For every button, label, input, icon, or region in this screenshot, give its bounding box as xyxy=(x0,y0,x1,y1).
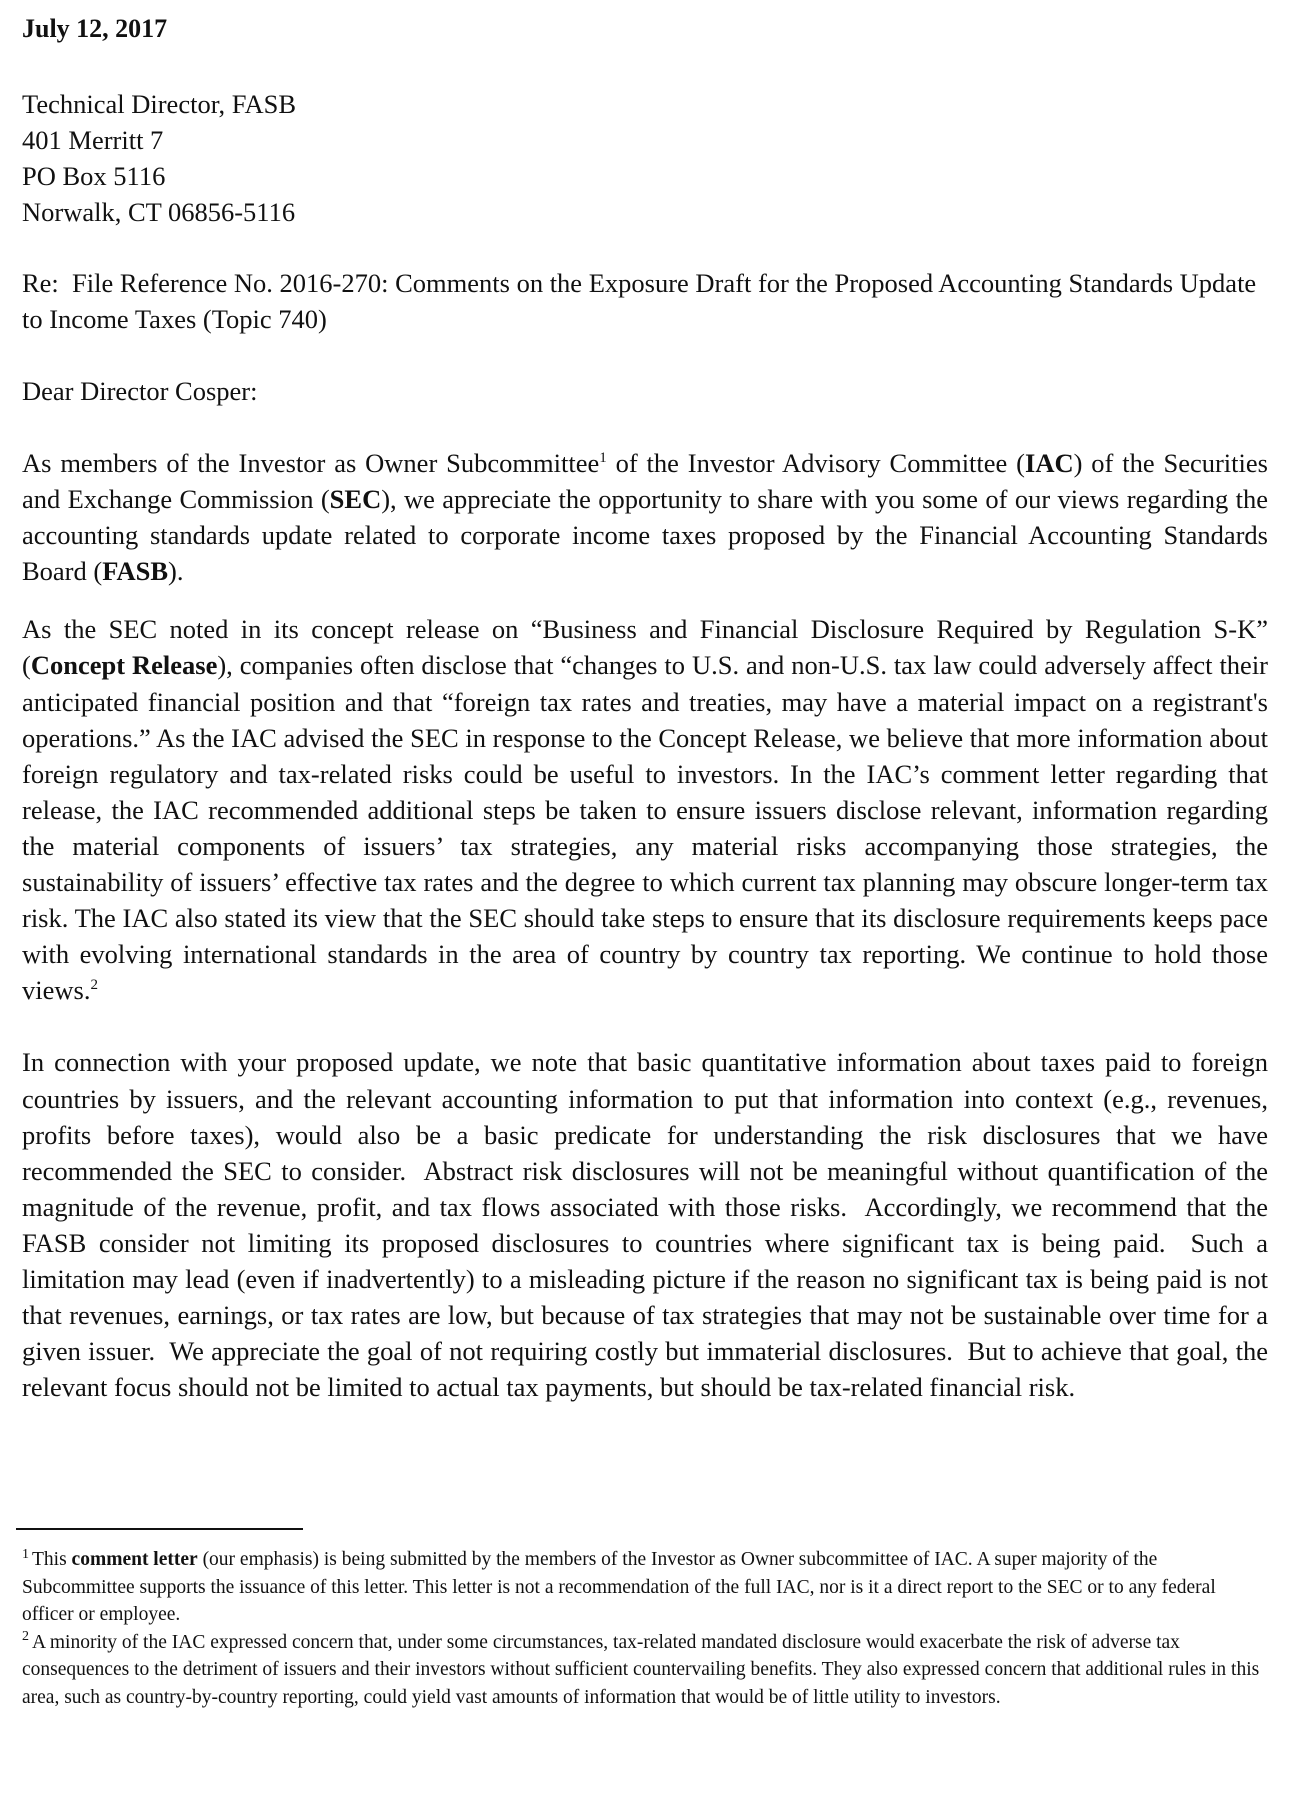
text-run: A minority of the IAC expressed concern that, under some circumstances, tax-related mandated disclosure would exacerbate the risk of adverse tax consequences to the detriment of issuers and their investors without sufficient countervailing benefits. They also expressed concern that additional rules in this area, such as country-by-country reporting, could yield vast amounts of information that would be of little utility to investors. xyxy=(22,1631,1260,1708)
bold-term-fasb: FASB xyxy=(102,556,168,587)
footnote-ref-1[interactable]: 1 xyxy=(599,450,607,467)
recipient-title: Technical Director, FASB xyxy=(22,89,297,119)
text-run: As members of the Investor as Owner Subcommittee xyxy=(22,448,600,478)
recipient-po-box: PO Box 5116 xyxy=(22,161,166,191)
text-run: ), companies often disclose that “changes to U.S. and non-U.S. tax law could adversely affect their anticipated financial position and that “foreign tax rates and treaties, may have a material impact on a registrant's operations.” As the IAC advised the SEC in response to the Concept Release, we believe that more information about foreign regulatory and tax-related risks could be useful to investors. In the IAC’s comment letter regarding that release, the IAC recommended additional steps be taken to ensure issuers disclose relevant, information regarding the material components of issuers’ tax strategies, any material risks accompanying those strategies, the sustainability of issuers’ effective tax rates and the degree to which current tax planning may obscure longer-term tax risk. The IAC also stated its view that the SEC should take steps to ensure that its disclosure requirements keeps pace with evolving international standards in the area of country by country tax reporting. We continue to hold those views. xyxy=(22,650,1269,1006)
footnote-separator xyxy=(16,1528,303,1530)
text-run: ). xyxy=(168,556,184,587)
recipient-city: Norwalk, CT 06856-5116 xyxy=(22,197,296,227)
bold-term-sec: SEC xyxy=(329,484,382,515)
text-run: This xyxy=(32,1549,72,1570)
footnote-ref-2[interactable]: 2 xyxy=(90,977,98,994)
text-run: ) of the Securities and Exchange Commission ( xyxy=(22,448,1268,515)
text-run: of the Investor Advisory Committee ( xyxy=(606,448,1025,478)
bold-term-iac: IAC xyxy=(1025,448,1074,478)
footnote-2 xyxy=(22,1629,1268,1712)
text-run: ), we appreciate the opportunity to share with you some of our views regarding the accounting standards update related to corporate income taxes proposed by the Financial Accounting Standards Board ( xyxy=(22,484,1268,587)
salutation: Dear Director Cosper: xyxy=(22,376,258,406)
letter-date: July 12, 2017 xyxy=(22,14,168,43)
paragraph-2 xyxy=(22,611,1268,1008)
paragraph-3: In connection with your proposed update, we note that basic quantitative information about taxes paid to foreign countries by issuers, and the relevant accounting information to put that information into context (e.g., revenues, profits before taxes), would also be a basic predicate for understanding the risk disclosures that we have recommended the SEC to consider. Abstract risk disclosures will not be meaningful without quantification of the magnitude of the revenue, profit, and tax flows associated with those risks. Accordingly, we recommend that the FASB consider not limiting its proposed disclosures to countries where significant tax is being paid. Such a limitation may lead (even if inadvertently) to a misleading picture if the reason no significant tax is being paid is not that revenues, earnings, or tax rates are low, but because of tax strategies that may not be sustainable over time for a given issuer. We appreciate the goal of not requiring costly but immaterial disclosures. But to achieve that goal, the relevant focus should not be limited to actual tax payments, but should be tax-related financial risk. xyxy=(22,1047,1275,1403)
bold-term-concept-release: Concept Release xyxy=(30,650,218,681)
recipient-address xyxy=(22,86,1268,230)
footnotes xyxy=(22,1546,1268,1712)
footnote-number: 2 xyxy=(22,1629,29,1645)
text-run: As the SEC noted in its concept release on “Business and Financial Disclosure Required by Regulation S-K” ( xyxy=(22,614,1268,681)
footnote-number: 1 xyxy=(22,1546,29,1562)
footnote-1 xyxy=(22,1546,1268,1629)
letter-page xyxy=(22,14,1275,1405)
subject-line: Re: File Reference No. 2016-270: Comments on the Exposure Draft for the Proposed Accounting Standards Update to Income Taxes (Topic 740) xyxy=(22,268,1263,334)
bold-term-comment-letter: comment letter xyxy=(71,1549,198,1570)
recipient-street: 401 Merritt 7 xyxy=(22,125,164,155)
text-run: (our emphasis) is being submitted by the members of the Investor as Owner subcommittee of IAC. A super majority of the Subcommittee supports the issuance of this letter. This letter is not a recommendation of the full IAC, nor is it a direct report to the SEC or to any federal officer or employee. xyxy=(22,1549,1216,1626)
paragraph-1 xyxy=(22,445,1268,589)
